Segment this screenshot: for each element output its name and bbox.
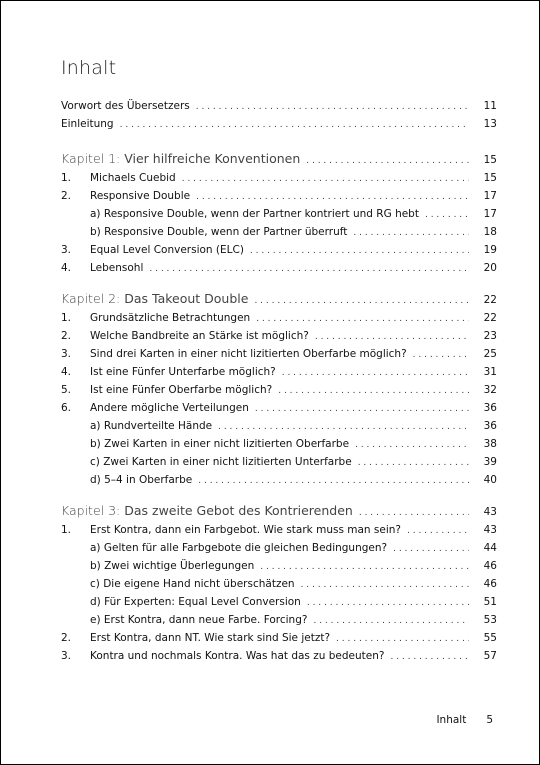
page-title: Inhalt (61, 57, 117, 79)
toc-page-number: 22 (483, 294, 497, 306)
dot-leader (282, 364, 469, 382)
toc-subentry[interactable] (61, 453, 497, 471)
toc-entry-vorwort[interactable] (61, 97, 497, 115)
dot-leader (358, 454, 469, 472)
entry-number: 6. (61, 402, 72, 414)
toc-entry-label: a) Responsive Double, wenn der Partner kontriert und RG hebt (90, 208, 419, 220)
toc-entry[interactable] (61, 259, 497, 277)
toc-page-number: 22 (483, 312, 497, 324)
toc-page-number: 25 (483, 348, 497, 360)
chapter-prefix: Kapitel 1: (61, 151, 121, 166)
toc-entry[interactable] (61, 521, 497, 539)
toc-page-number: 36 (483, 402, 497, 414)
toc-subentry[interactable] (61, 575, 497, 593)
toc-page-number: 18 (483, 226, 497, 238)
toc-page-number: 15 (483, 154, 497, 166)
toc-subentry[interactable] (61, 223, 497, 241)
dot-leader (390, 648, 469, 666)
dot-leader (218, 418, 469, 436)
dot-leader (413, 346, 469, 364)
dot-leader (196, 188, 469, 206)
entry-number: 3. (61, 348, 72, 360)
toc-subentry[interactable] (61, 205, 497, 223)
dot-leader (120, 116, 469, 134)
toc-entry[interactable] (61, 241, 497, 259)
dot-leader (196, 98, 469, 116)
toc-page-number: 31 (483, 366, 497, 378)
toc-entry[interactable] (61, 381, 497, 399)
toc-chapter-1[interactable] (61, 149, 497, 169)
dot-leader (182, 170, 469, 188)
entry-number: 1. (61, 524, 72, 536)
toc-entry-label: b) Zwei wichtige Überlegungen (90, 560, 255, 572)
toc-entry[interactable] (61, 187, 497, 205)
dot-leader (306, 151, 469, 171)
dot-leader (278, 382, 469, 400)
dot-leader (149, 260, 469, 278)
toc-entry-label: Ist eine Fünfer Oberfarbe möglich? (90, 384, 273, 396)
entry-number: 2. (61, 190, 72, 202)
toc-entry-label: Welche Bandbreite an Stärke ist möglich? (90, 330, 309, 342)
dot-leader (313, 612, 469, 630)
toc-page-number: 38 (483, 438, 497, 450)
toc-page-number: 32 (483, 384, 497, 396)
toc-entry-label: Einleitung (61, 118, 114, 130)
toc-entry-label: Responsive Double (90, 190, 191, 202)
page-footer (436, 714, 493, 726)
dot-leader (315, 328, 469, 346)
toc-entry[interactable] (61, 363, 497, 381)
toc-subentry[interactable] (61, 611, 497, 629)
dot-leader (256, 310, 469, 328)
dot-leader (407, 522, 469, 540)
footer-section-label: Inhalt (436, 714, 467, 726)
entry-number: 2. (61, 632, 72, 644)
toc-page-number: 46 (483, 578, 497, 590)
chapter-title: Das zweite Gebot des Kontrierenden (124, 503, 353, 518)
chapter-heading (61, 501, 353, 521)
toc-page-number: 15 (483, 172, 497, 184)
dot-leader (255, 400, 469, 418)
entry-number: 1. (61, 172, 72, 184)
toc-entry[interactable] (61, 629, 497, 647)
toc-subentry[interactable] (61, 417, 497, 435)
toc-entry-label: d) 5–4 in Oberfarbe (90, 474, 193, 486)
toc-entry[interactable] (61, 309, 497, 327)
toc-entry-label: Ist eine Fünfer Unterfarbe möglich? (90, 366, 276, 378)
toc-entry-label: a) Rundverteilte Hände (90, 420, 213, 432)
toc-page-number: 43 (483, 506, 497, 518)
toc-entry-label: c) Zwei Karten in einer nicht lizitierten Unterfarbe (90, 456, 352, 468)
footer-page-number: 5 (486, 714, 493, 726)
toc-entry[interactable] (61, 327, 497, 345)
toc-entry[interactable] (61, 169, 497, 187)
toc-page-number: 17 (483, 190, 497, 202)
dot-leader (425, 206, 469, 224)
toc-entry-label: Grundsätzliche Betrachtungen (90, 312, 251, 324)
dot-leader (198, 472, 469, 490)
entry-number: 1. (61, 312, 72, 324)
toc-page-number: 39 (483, 456, 497, 468)
dot-leader (353, 224, 469, 242)
toc-entry-label: Michaels Cuebid (90, 172, 176, 184)
chapter-title: Vier hilfreiche Konventionen (124, 151, 301, 166)
toc-page-number: 57 (483, 650, 497, 662)
toc-subentry[interactable] (61, 539, 497, 557)
toc-page-number: 23 (483, 330, 497, 342)
toc-subentry[interactable] (61, 471, 497, 489)
entry-number: 3. (61, 244, 72, 256)
toc-entry-label: Sind drei Karten in einer nicht lizitierten Oberfarbe möglich? (90, 348, 407, 360)
toc-entry-label: Equal Level Conversion (ELC) (90, 244, 244, 256)
toc-page-number: 55 (483, 632, 497, 644)
chapter-prefix: Kapitel 3: (61, 503, 121, 518)
table-of-contents (61, 97, 497, 665)
dot-leader (301, 576, 469, 594)
toc-entry[interactable] (61, 345, 497, 363)
toc-entry-label: Lebensohl (90, 262, 144, 274)
dot-leader (393, 540, 469, 558)
toc-page-number: 36 (483, 420, 497, 432)
toc-entry-label: b) Zwei Karten in einer nicht lizitierten Oberfarbe (90, 438, 350, 450)
entry-number: 2. (61, 330, 72, 342)
toc-entry-label: d) Für Experten: Equal Level Conversion (90, 596, 301, 608)
entry-number: 5. (61, 384, 72, 396)
toc-page-number: 20 (483, 262, 497, 274)
chapter-heading (61, 289, 248, 309)
toc-entry-label: e) Erst Kontra, dann neue Farbe. Forcing? (90, 614, 308, 626)
toc-entry-label: Erst Kontra, dann NT. Wie stark sind Sie jetzt? (90, 632, 331, 644)
entry-number: 4. (61, 366, 72, 378)
dot-leader (355, 436, 469, 454)
toc-page-number: 44 (483, 542, 497, 554)
toc-entry-einleitung[interactable] (61, 115, 497, 133)
toc-entry-label: Erst Kontra, dann ein Farbgebot. Wie stark muss man sein? (90, 524, 401, 536)
toc-entry[interactable] (61, 647, 497, 665)
dot-leader (250, 242, 469, 260)
toc-entry-label: Andere mögliche Verteilungen (90, 402, 249, 414)
dot-leader (260, 558, 469, 576)
dot-leader (359, 503, 469, 523)
toc-entry[interactable] (61, 399, 497, 417)
toc-page-number: 17 (483, 208, 497, 220)
toc-page-number: 51 (483, 596, 497, 608)
toc-subentry[interactable] (61, 435, 497, 453)
toc-page-number: 13 (483, 118, 497, 130)
toc-subentry[interactable] (61, 557, 497, 575)
toc-page-number: 53 (483, 614, 497, 626)
dot-leader (336, 630, 469, 648)
toc-subentry[interactable] (61, 593, 497, 611)
toc-entry-label: b) Responsive Double, wenn der Partner überruft (90, 226, 348, 238)
toc-page-number: 43 (483, 524, 497, 536)
dot-leader (254, 291, 469, 311)
chapter-heading (61, 149, 300, 169)
toc-page-number: 46 (483, 560, 497, 572)
entry-number: 3. (61, 650, 72, 662)
toc-page-number: 11 (483, 100, 497, 112)
toc-entry-label: a) Gelten für alle Farbgebote die gleichen Bedingungen? (90, 542, 388, 554)
toc-chapter-2[interactable] (61, 289, 497, 309)
toc-entry-label: c) Die eigene Hand nicht überschätzen (90, 578, 295, 590)
toc-entry-label: Kontra und nochmals Kontra. Was hat das zu bedeuten? (90, 650, 385, 662)
toc-page-number: 40 (483, 474, 497, 486)
toc-entry-label: Vorwort des Übersetzers (61, 100, 190, 112)
chapter-title: Das Takeout Double (124, 291, 249, 306)
toc-page-number: 19 (483, 244, 497, 256)
chapter-prefix: Kapitel 2: (61, 291, 121, 306)
entry-number: 4. (61, 262, 72, 274)
toc-chapter-3[interactable] (61, 501, 497, 521)
dot-leader (307, 594, 469, 612)
